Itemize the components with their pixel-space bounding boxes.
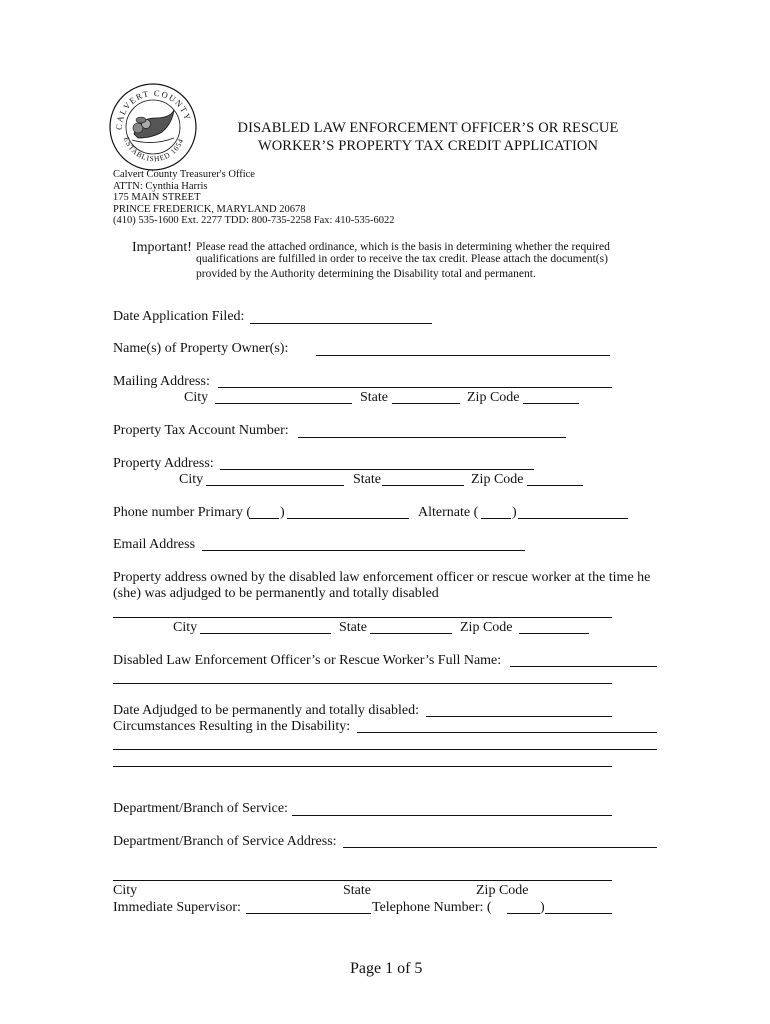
mailing-address-field[interactable] xyxy=(218,387,612,388)
property-zip-label: Zip Code xyxy=(471,472,524,487)
phone-primary-area-code-field[interactable] xyxy=(249,518,279,519)
account-number-label: Property Tax Account Number: xyxy=(113,423,289,438)
title-line-2: WORKER’S PROPERTY TAX CREDIT APPLICATION xyxy=(257,138,599,154)
circumstances-field-line-2[interactable] xyxy=(113,749,657,750)
full-name-label: Disabled Law Enforcement Officer’s or Rescue Worker’s Full Name: xyxy=(113,653,502,668)
telephone-paren-close: ) xyxy=(540,900,545,915)
office-attn: ATTN: Cynthia Harris xyxy=(113,180,208,192)
mailing-state-label: State xyxy=(360,390,388,405)
property-state-field[interactable] xyxy=(382,485,464,486)
property-address-field[interactable] xyxy=(220,469,534,470)
department-address-field-line-2[interactable] xyxy=(113,880,612,881)
account-number-field[interactable] xyxy=(298,437,566,438)
phone-primary-number-field[interactable] xyxy=(287,518,409,519)
office-phones: (410) 535-1600 Ext. 2277 TDD: 800-735-2258 Fax: 410-535-6022 xyxy=(113,215,395,227)
telephone-label: Telephone Number: ( xyxy=(372,900,492,915)
department-address-label: Department/Branch of Service Address: xyxy=(113,834,337,849)
department-state-label: State xyxy=(343,883,371,898)
phone-alternate-area-code-field[interactable] xyxy=(481,518,511,519)
supervisor-label: Immediate Supervisor: xyxy=(113,900,241,915)
telephone-area-code-field[interactable] xyxy=(507,913,540,914)
important-line-2: qualifications are fulfilled in order to receive the tax credit. Please attach the document(s) xyxy=(196,253,608,265)
property-city-field[interactable] xyxy=(206,485,344,486)
property-state-label: State xyxy=(353,472,381,487)
document-title xyxy=(208,119,648,155)
seal-top-text: CALVERT COUNTY xyxy=(113,87,194,131)
page-number: Page 1 of 5 xyxy=(350,960,423,977)
date-filed-label: Date Application Filed: xyxy=(113,309,245,324)
telephone-number-field[interactable] xyxy=(545,913,612,914)
department-address-field[interactable] xyxy=(343,847,657,848)
mailing-city-field[interactable] xyxy=(215,403,352,404)
mailing-address-label: Mailing Address: xyxy=(113,374,210,389)
department-label: Department/Branch of Service: xyxy=(113,801,288,816)
full-name-field[interactable] xyxy=(510,666,657,667)
date-adjudged-label: Date Adjudged to be permanently and totally disabled: xyxy=(113,703,419,718)
office-name: Calvert County Treasurer's Office xyxy=(113,169,255,180)
owned-property-line-2: (she) was adjudged to be permanently and totally disabled xyxy=(113,586,439,601)
property-zip-field[interactable] xyxy=(527,485,583,486)
office-address-block xyxy=(113,169,395,227)
important-line-3: provided by the Authority determining the Disability total and permanent. xyxy=(196,268,536,280)
office-street: 175 MAIN STREET xyxy=(113,192,201,204)
owned-state-field[interactable] xyxy=(370,633,452,634)
email-field[interactable] xyxy=(202,550,525,551)
phone-alternate-number-field[interactable] xyxy=(518,518,628,519)
circumstances-field[interactable] xyxy=(357,732,657,733)
office-city: PRINCE FREDERICK, MARYLAND 20678 xyxy=(113,203,306,215)
important-label: Important! xyxy=(132,240,192,255)
phone-primary-paren-close: ) xyxy=(280,505,285,520)
county-seal-logo xyxy=(108,82,198,172)
cornucopia-icon xyxy=(132,110,174,143)
mailing-state-field[interactable] xyxy=(392,403,460,404)
owned-zip-field[interactable] xyxy=(519,633,589,634)
phone-alternate-label: Alternate ( xyxy=(418,505,479,520)
full-name-field-continued[interactable] xyxy=(113,683,612,684)
phone-primary-label: Phone number Primary ( xyxy=(113,505,252,520)
important-line-1: Please read the attached ordinance, which is the basis in determining whether the required xyxy=(196,241,610,253)
owners-label: Name(s) of Property Owner(s): xyxy=(113,341,289,356)
owned-property-address-field[interactable] xyxy=(113,617,612,618)
department-zip-label: Zip Code xyxy=(476,883,529,898)
department-field[interactable] xyxy=(292,815,612,816)
email-label: Email Address xyxy=(113,537,196,552)
mailing-city-label: City xyxy=(184,390,209,405)
owned-zip-label: Zip Code xyxy=(460,620,513,635)
mailing-zip-field[interactable] xyxy=(523,403,579,404)
svg-text:ESTABLISHED 1654 xyxy=(122,136,186,164)
seal-bottom-text: ESTABLISHED 1654 xyxy=(121,135,186,164)
property-address-label: Property Address: xyxy=(113,456,214,471)
mailing-zip-label: Zip Code xyxy=(467,390,520,405)
property-city-label: City xyxy=(179,472,204,487)
phone-alternate-paren-close: ) xyxy=(512,505,517,520)
date-adjudged-field[interactable] xyxy=(426,716,612,717)
circumstances-field-line-3[interactable] xyxy=(113,766,612,767)
circumstances-label: Circumstances Resulting in the Disability: xyxy=(113,719,351,734)
owned-city-field[interactable] xyxy=(200,633,331,634)
department-city-label: City xyxy=(113,883,138,898)
owned-city-label: City xyxy=(173,620,198,635)
supervisor-field[interactable] xyxy=(246,913,371,914)
owned-property-line-1: Property address owned by the disabled law enforcement officer or rescue worker at the time he xyxy=(113,570,651,585)
owners-field[interactable] xyxy=(316,355,610,356)
title-line-1: DISABLED LAW ENFORCEMENT OFFICER’S OR RESCUE xyxy=(237,120,619,136)
owned-state-label: State xyxy=(339,620,367,635)
date-filed-field[interactable] xyxy=(250,323,432,324)
